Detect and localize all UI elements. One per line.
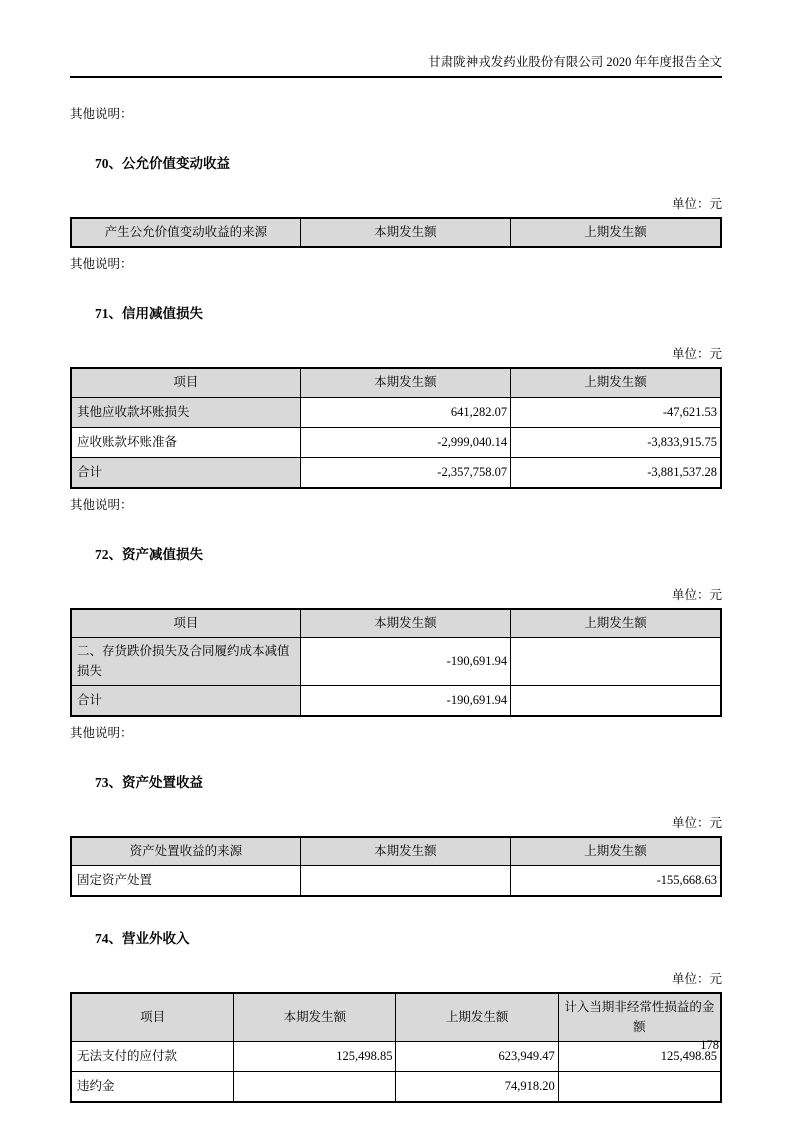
table-row	[71, 397, 721, 427]
column-header: 上期发生额	[396, 993, 558, 1041]
unit-label: 单位：元	[671, 815, 722, 830]
cell-value: 125,498.85	[558, 1042, 721, 1072]
asset-impairment-table	[70, 608, 722, 717]
table-row	[71, 1072, 721, 1103]
other-note: 其他说明：	[70, 107, 133, 121]
column-header: 本期发生额	[300, 837, 510, 866]
header-row	[71, 218, 721, 247]
cell-label: 合计	[71, 457, 300, 488]
cell-value: -47,621.53	[511, 397, 721, 427]
cell-value	[300, 866, 510, 897]
document-title: 甘肃陇神戎发药业股份有限公司 2020 年年度报告全文	[428, 55, 722, 69]
credit-impairment-table	[70, 367, 722, 488]
cell-label: 无法支付的应付款	[71, 1042, 234, 1072]
section-asset-impairment-loss	[70, 543, 722, 741]
cell-value: -190,691.94	[300, 638, 510, 686]
section-asset-disposal-income	[70, 771, 722, 897]
section-title: 72、资产减值损失	[95, 546, 203, 562]
table-row	[71, 1042, 721, 1072]
column-header: 本期发生额	[300, 218, 510, 247]
section-title: 70、公允价值变动收益	[95, 156, 230, 171]
column-header: 计入当期非经常性损益的金额	[558, 993, 721, 1041]
page-number: 178	[700, 1038, 719, 1052]
cell-label: 固定资产处置	[71, 866, 300, 897]
column-header: 项目	[71, 993, 234, 1041]
cell-value: -2,999,040.14	[300, 427, 510, 457]
other-note: 其他说明：	[70, 497, 133, 512]
column-header: 上期发生额	[511, 368, 721, 397]
cell-value: -2,357,758.07	[300, 457, 510, 488]
cell-label: 合计	[71, 685, 300, 716]
table-row	[71, 638, 721, 686]
section-fair-value-change-income	[70, 152, 722, 272]
header-row	[71, 993, 721, 1041]
table-row	[71, 685, 721, 716]
non-operating-income-table	[70, 992, 722, 1103]
section-credit-impairment-loss	[70, 302, 722, 512]
column-header: 资产处置收益的来源	[71, 837, 300, 866]
table-row	[71, 457, 721, 488]
table-row	[71, 427, 721, 457]
column-header: 本期发生额	[300, 368, 510, 397]
cell-value	[511, 685, 721, 716]
cell-value	[511, 638, 721, 686]
cell-value	[558, 1072, 721, 1103]
column-header: 项目	[71, 368, 300, 397]
section-title: 73、资产处置收益	[95, 774, 203, 790]
unit-label: 单位：元	[671, 197, 722, 211]
asset-disposal-table	[70, 836, 722, 897]
unit-label: 单位：元	[671, 587, 722, 602]
cell-label: 其他应收款坏账损失	[71, 397, 300, 427]
cell-value: 125,498.85	[234, 1042, 396, 1072]
document-header	[70, 0, 722, 78]
cell-value: -3,881,537.28	[511, 457, 721, 488]
cell-value: 623,949.47	[396, 1042, 558, 1072]
header-row	[71, 368, 721, 397]
header-row	[71, 837, 721, 866]
column-header: 上期发生额	[511, 609, 721, 638]
column-header: 产生公允价值变动收益的来源	[71, 218, 300, 247]
unit-label: 单位：元	[671, 347, 722, 362]
cell-label: 应收账款坏账准备	[71, 427, 300, 457]
table-row	[71, 866, 721, 897]
column-header: 项目	[71, 609, 300, 638]
cell-value: 74,918.20	[396, 1072, 558, 1103]
header-row	[71, 609, 721, 638]
cell-value	[234, 1072, 396, 1103]
section-title: 74、营业外收入	[95, 931, 190, 947]
cell-label: 二、存货跌价损失及合同履约成本减值损失	[71, 638, 300, 686]
column-header: 上期发生额	[511, 837, 721, 866]
column-header: 本期发生额	[234, 993, 396, 1041]
column-header: 本期发生额	[300, 609, 510, 638]
cell-value: -155,668.63	[511, 866, 721, 897]
section-title: 71、信用减值损失	[95, 306, 203, 322]
fair-value-income-table	[70, 217, 722, 248]
unit-label: 单位：元	[671, 972, 722, 987]
column-header: 上期发生额	[511, 218, 721, 247]
cell-value: -3,833,915.75	[511, 427, 721, 457]
other-note: 其他说明：	[70, 725, 133, 740]
cell-label: 违约金	[71, 1072, 234, 1103]
other-note: 其他说明：	[70, 257, 133, 272]
cell-value: 641,282.07	[300, 397, 510, 427]
section-non-operating-income	[70, 927, 722, 1103]
cell-value: -190,691.94	[300, 685, 510, 716]
